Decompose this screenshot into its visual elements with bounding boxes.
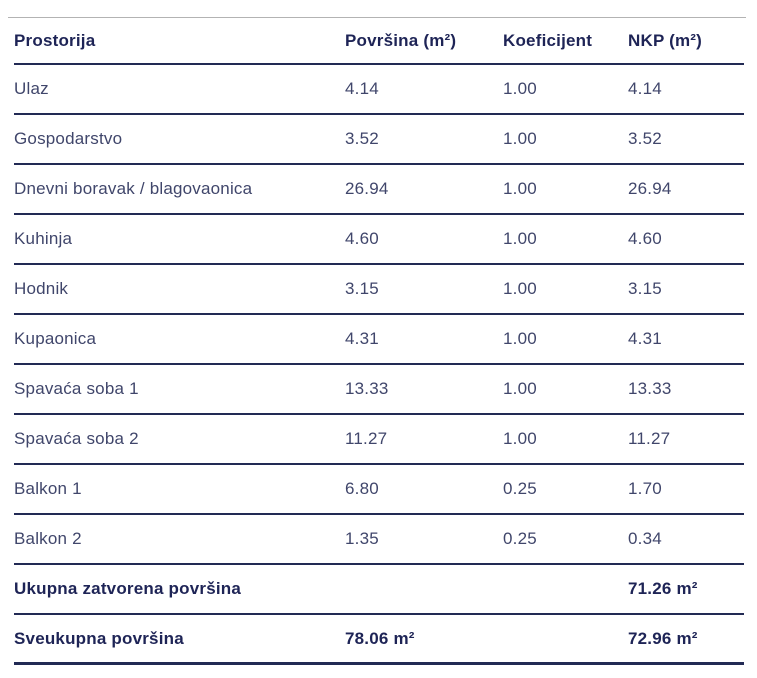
table-row bbox=[14, 65, 744, 115]
summary-row-closed-area bbox=[14, 565, 744, 615]
column-header-area: Površina (m²) bbox=[345, 30, 457, 50]
table-row bbox=[14, 365, 744, 415]
room-coefficient: 0.25 bbox=[503, 479, 537, 498]
room-nkp: 4.31 bbox=[628, 329, 662, 348]
column-header-coefficient: Koeficijent bbox=[503, 30, 593, 50]
room-area-table bbox=[14, 18, 744, 665]
room-nkp: 4.14 bbox=[628, 79, 662, 98]
room-area: 3.52 bbox=[345, 129, 379, 148]
summary-label: Ukupna zatvorena površina bbox=[14, 579, 242, 598]
room-nkp: 11.27 bbox=[628, 429, 671, 448]
room-coefficient: 1.00 bbox=[503, 279, 537, 298]
room-nkp: 1.70 bbox=[628, 479, 662, 498]
table-row bbox=[14, 515, 744, 565]
summary-nkp: 72.96 m² bbox=[628, 628, 698, 648]
summary-area: 78.06 m² bbox=[345, 628, 415, 648]
room-area: 13.33 bbox=[345, 379, 389, 398]
room-coefficient: 1.00 bbox=[503, 129, 537, 148]
room-area: 3.15 bbox=[345, 279, 379, 298]
summary-label: Sveukupna površina bbox=[14, 628, 184, 648]
room-nkp: 3.52 bbox=[628, 129, 662, 148]
room-name: Spavaća soba 2 bbox=[14, 429, 139, 448]
room-name: Hodnik bbox=[14, 279, 69, 298]
table-row bbox=[14, 315, 744, 365]
table-row bbox=[14, 115, 744, 165]
table-row bbox=[14, 265, 744, 315]
table-row bbox=[14, 165, 744, 215]
room-area: 4.60 bbox=[345, 229, 379, 248]
summary-row-total-area bbox=[14, 615, 744, 665]
column-header-room: Prostorija bbox=[14, 30, 96, 50]
room-area: 6.80 bbox=[345, 479, 379, 498]
column-header-nkp: NKP (m²) bbox=[628, 30, 703, 50]
room-nkp: 26.94 bbox=[628, 179, 672, 198]
room-name: Dnevni boravak / blagovaonica bbox=[14, 179, 253, 198]
room-coefficient: 0.25 bbox=[503, 529, 537, 548]
room-coefficient: 1.00 bbox=[503, 329, 537, 348]
room-coefficient: 1.00 bbox=[503, 429, 537, 448]
table-header-row bbox=[14, 18, 744, 65]
summary-nkp: 71.26 m² bbox=[628, 579, 698, 598]
table-row bbox=[14, 215, 744, 265]
room-name: Kupaonica bbox=[14, 329, 97, 348]
room-coefficient: 1.00 bbox=[503, 79, 537, 98]
room-area: 26.94 bbox=[345, 179, 389, 198]
room-name: Spavaća soba 1 bbox=[14, 379, 139, 398]
room-coefficient: 1.00 bbox=[503, 179, 537, 198]
room-area: 1.35 bbox=[345, 529, 379, 548]
room-nkp: 13.33 bbox=[628, 379, 672, 398]
room-name: Gospodarstvo bbox=[14, 129, 123, 148]
room-nkp: 4.60 bbox=[628, 229, 662, 248]
table-row bbox=[14, 465, 744, 515]
room-name: Ulaz bbox=[14, 79, 49, 98]
room-nkp: 3.15 bbox=[628, 279, 662, 298]
room-name: Kuhinja bbox=[14, 229, 73, 248]
table-row bbox=[14, 415, 744, 465]
room-coefficient: 1.00 bbox=[503, 229, 537, 248]
room-nkp: 0.34 bbox=[628, 529, 662, 548]
room-name: Balkon 1 bbox=[14, 479, 82, 498]
room-coefficient: 1.00 bbox=[503, 379, 537, 398]
room-area: 4.31 bbox=[345, 329, 379, 348]
room-area: 11.27 bbox=[345, 429, 388, 448]
room-area: 4.14 bbox=[345, 79, 379, 98]
room-name: Balkon 2 bbox=[14, 529, 82, 548]
